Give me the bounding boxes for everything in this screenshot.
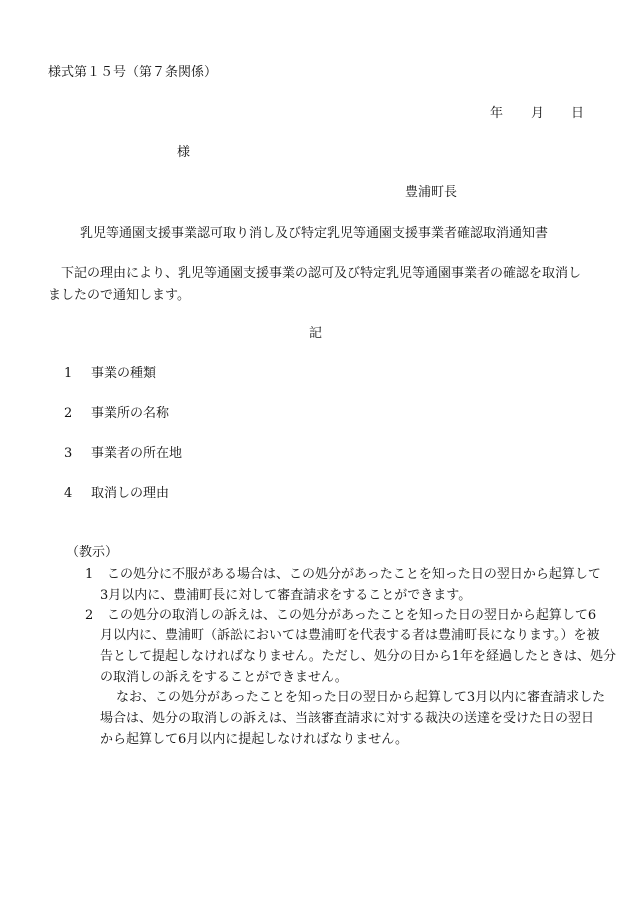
notice-item-number: 2 [85, 608, 94, 623]
notice-item-number: 1 [85, 567, 94, 582]
item-number: 1 [64, 366, 73, 381]
notice-line: 場合は、処分の取消しの訴えは、当該審査請求に対する裁決の送達を受けた日の翌日 [100, 711, 595, 726]
notice-line: の取消しの訴えをすることができません。 [100, 670, 348, 685]
ki-heading: 記 [309, 326, 323, 341]
notice-line: から起算して6月以内に提起しなければなりません。 [100, 732, 409, 747]
item-number: 2 [64, 406, 73, 421]
notice-line: なお、この処分があったことを知った日の翌日から起算して3月以内に審査請求した [116, 690, 606, 705]
notice-line: この処分の取消しの訴えは、この処分があったことを知った日の翌日から起算して6 [107, 608, 597, 623]
date-day: 日 [571, 106, 585, 121]
document-title: 乳児等通園支援事業認可取り消し及び特定乳児等通園支援事業者確認取消通知書 [80, 226, 549, 241]
notice-heading: （教示） [66, 545, 119, 560]
item-number: 4 [64, 486, 73, 501]
body-line: 下記の理由により、乳児等通園支援事業の認可及び特定乳児等通園事業者の確認を取消し [61, 266, 582, 281]
date-year: 年 [490, 106, 504, 121]
body-line: ましたので通知します。 [48, 288, 190, 303]
addressee-suffix: 様 [177, 145, 191, 160]
date-month: 月 [531, 106, 545, 121]
item-label: 事業者の所在地 [91, 446, 183, 461]
item-label: 事業の種類 [91, 366, 157, 381]
item-label: 取消しの理由 [91, 486, 170, 501]
item-label: 事業所の名称 [91, 406, 170, 421]
item-number: 3 [64, 446, 73, 461]
notice-line: 月以内に、豊浦町（訴訟においては豊浦町を代表する者は豊浦町長になります。）を被 [100, 628, 600, 643]
notice-line: 3月以内に、豊浦町長に対して審査請求をすることができます。 [100, 588, 472, 603]
sender-name: 豊浦町長 [405, 185, 458, 200]
notice-line: 告として提起しなければなりません。ただし、処分の日から1年を経過したときは、処分 [100, 649, 617, 664]
notice-line: この処分に不服がある場合は、この処分があったことを知った日の翌日から起算して [107, 567, 601, 582]
form-number: 様式第１５号（第７条関係） [48, 65, 218, 80]
